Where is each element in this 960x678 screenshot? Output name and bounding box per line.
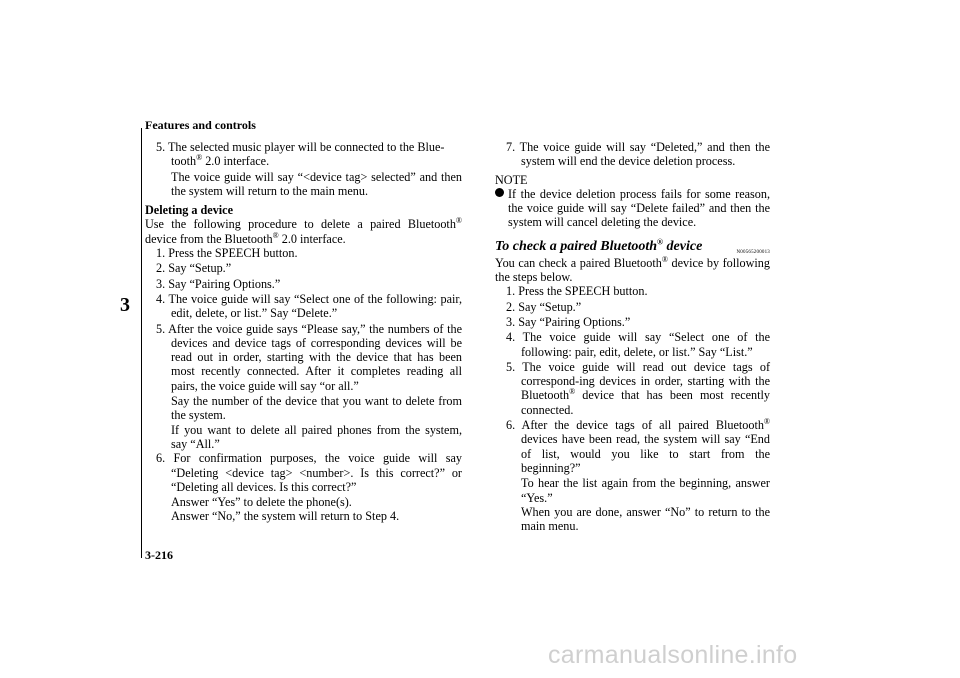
- right-column: [495, 140, 770, 533]
- step-item: 5. The voice guide will read out device tags of correspond-ing devices in order, starting with the Bluetooth® device that has been most recently connected.: [506, 359, 771, 417]
- section-code: N00565200013: [736, 249, 770, 255]
- left-column: [145, 140, 462, 524]
- section-intro: You can check a paired Bluetooth® device by following the steps below.: [495, 254, 770, 285]
- step-continuation: Answer “Yes” to delete the phone(s).: [171, 495, 352, 510]
- page-number: 3-216: [145, 548, 173, 562]
- step-continuation: To hear the list again from the beginning, answer “Yes.”: [521, 476, 770, 505]
- step-item: 4. The voice guide will say “Select one of the following: pair, edit, delete, or list.” Say “List.”: [506, 330, 771, 359]
- subsection-intro: Use the following procedure to delete a paired Bluetooth® device from the Bluetooth® 2.0 interface.: [145, 216, 462, 246]
- step-continuation: Say the number of the device that you want to delete from the system.: [171, 394, 462, 423]
- step-continuation: If you want to delete all paired phones from the system, say “All.”: [171, 422, 462, 451]
- note-label: NOTE: [495, 172, 528, 187]
- step-continuation: The voice guide will say “<device tag> selected” and then the system will return to the main menu.: [171, 169, 462, 198]
- step-item: 2. Say “Setup.”: [506, 299, 582, 314]
- watermark-text: carmanualsonline.info: [548, 641, 798, 669]
- step-continuation: Answer “No,” the system will return to Step 4.: [171, 509, 400, 524]
- step-item: 7. The voice guide will say “Deleted,” and then the system will end the device deletion process.: [506, 140, 771, 169]
- step-continuation: When you are done, answer “No” to return to the main menu.: [521, 504, 770, 534]
- subsection-heading: Deleting a device: [145, 203, 233, 218]
- step-item: 3. Say “Pairing Options.”: [156, 276, 281, 291]
- step-item: 5. After the voice guide says “Please say,” the numbers of the devices and device tags of corresponding devices will be read out in order, starting with the device that has been most recently connected. After it completes reading all pairs, the voice guide will say “or all.”: [156, 321, 463, 393]
- step-item: 5. The selected music player will be connected to the Blue- tooth® 2.0 interface.: [156, 140, 445, 169]
- chapter-divider-line: [141, 128, 142, 558]
- step-item: 6. For confirmation purposes, the voice guide will say “Deleting <device tag> <number>. Is this correct?” or “Deleting all devices. Is this correct?”: [156, 451, 463, 494]
- note-item: If the device deletion process fails for some reason, the voice guide will say “Delete failed” and then the system will cancel deleting the device.: [495, 187, 770, 230]
- bullet-icon: [495, 188, 504, 197]
- step-item: 6. After the device tags of all paired Bluetooth® devices have been read, the system will say “End of list, would you like to start from the beginning?”: [506, 416, 770, 475]
- step-item: 3. Say “Pairing Options.”: [506, 314, 631, 329]
- section-heading: To check a paired Bluetooth® device N00565200013: [495, 238, 770, 256]
- step-item: 2. Say “Setup.”: [156, 261, 232, 276]
- step-item: 1. Press the SPEECH button.: [506, 284, 648, 299]
- step-item: 4. The voice guide will say “Select one of the following: pair, edit, delete, or list.” Say “Delete.”: [156, 291, 463, 321]
- chapter-tab-number: 3: [120, 294, 130, 316]
- step-item: 1. Press the SPEECH button.: [156, 246, 298, 261]
- page-header-title: Features and controls: [145, 118, 256, 132]
